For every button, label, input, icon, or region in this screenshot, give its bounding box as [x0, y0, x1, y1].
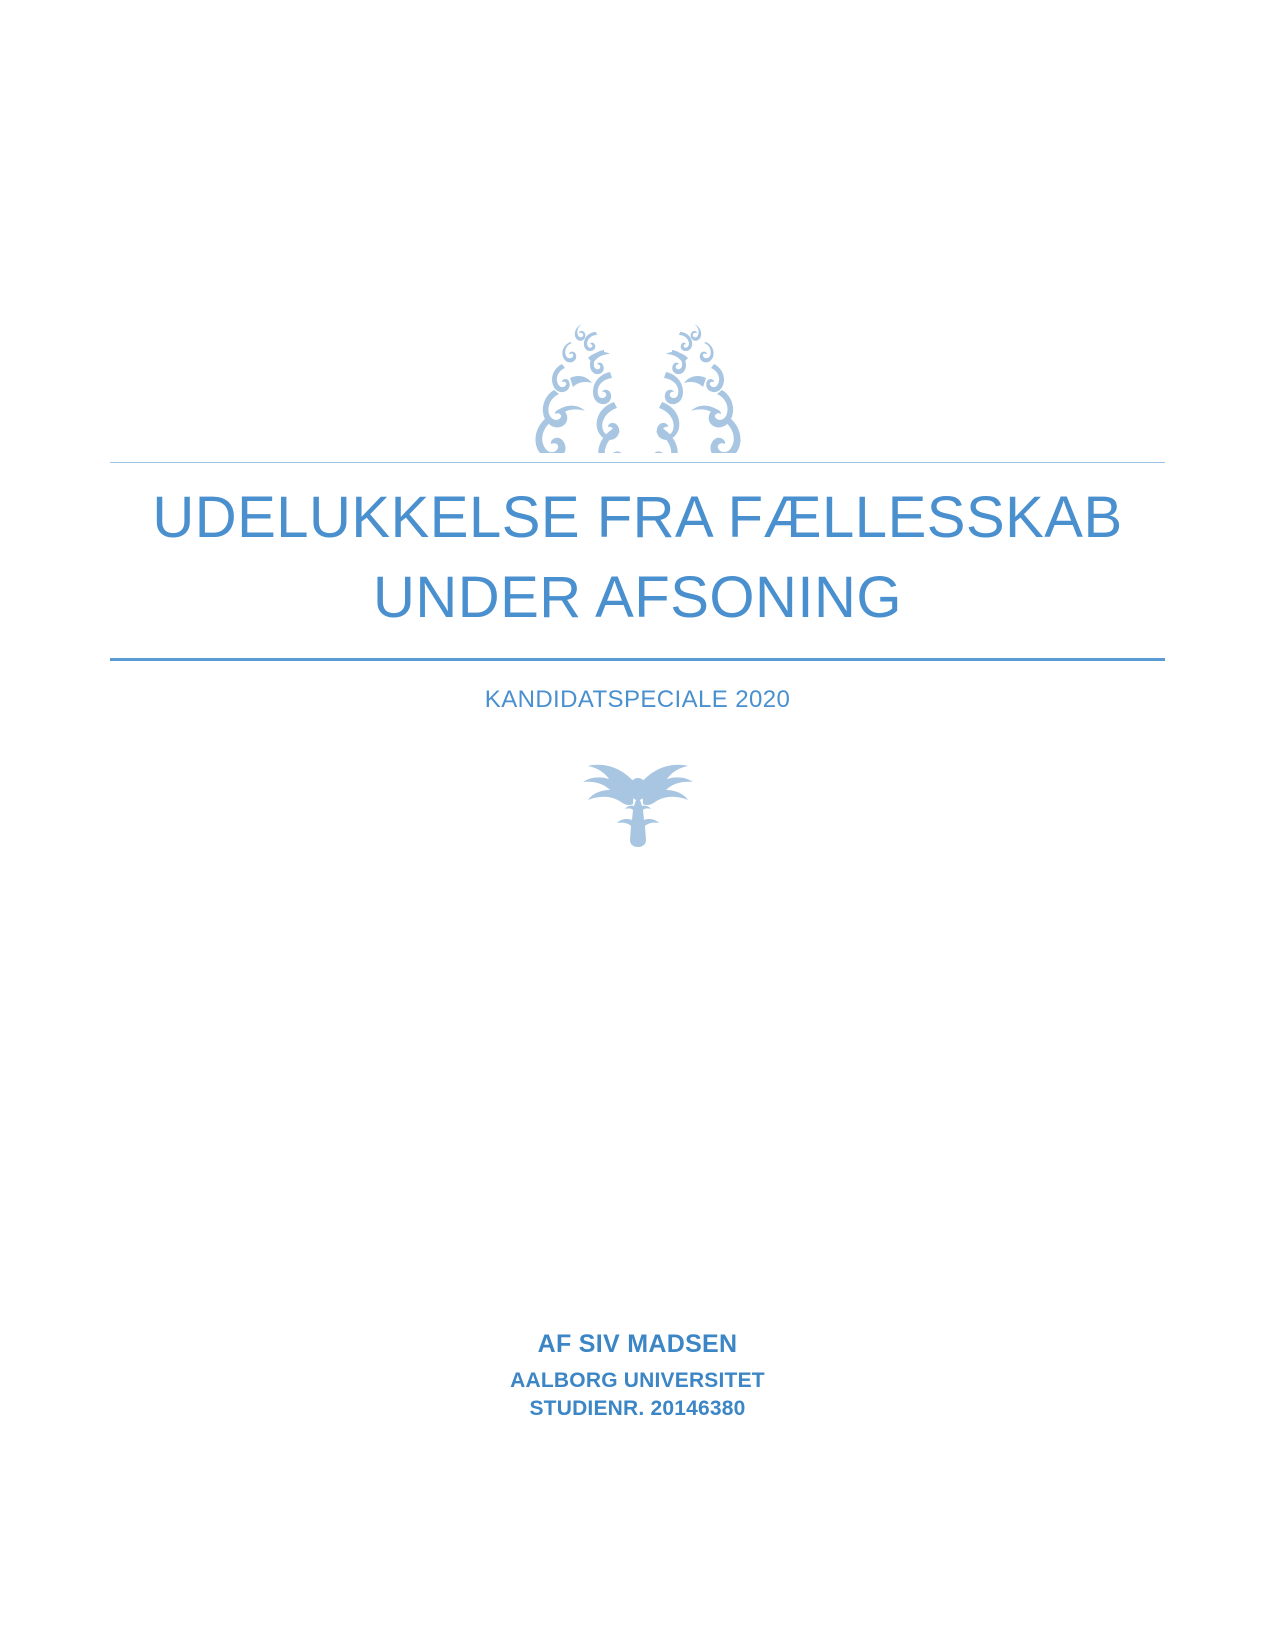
- author-name: AF SIV MADSEN: [537, 1330, 738, 1358]
- author-block: [110, 1330, 1165, 1424]
- page-subtitle: KANDIDATSPECIALE 2020: [484, 686, 791, 713]
- top-ornament: [0, 318, 1275, 453]
- floral-leaf-icon: [578, 748, 698, 858]
- title-rule-bottom: [110, 658, 1165, 661]
- student-number: STUDIENR. 20146380: [529, 1397, 746, 1421]
- page-title-line-2: UNDER AFSONING: [372, 565, 903, 631]
- page-title-line-1: UDELUKKELSE FRA FÆLLESSKAB: [152, 485, 1123, 550]
- title-rule-top: [110, 462, 1165, 463]
- floral-flourish-pair-icon: [518, 318, 758, 453]
- institution: AALBORG UNIVERSITET: [510, 1369, 765, 1392]
- middle-ornament: [0, 748, 1275, 858]
- page-title: [110, 478, 1165, 638]
